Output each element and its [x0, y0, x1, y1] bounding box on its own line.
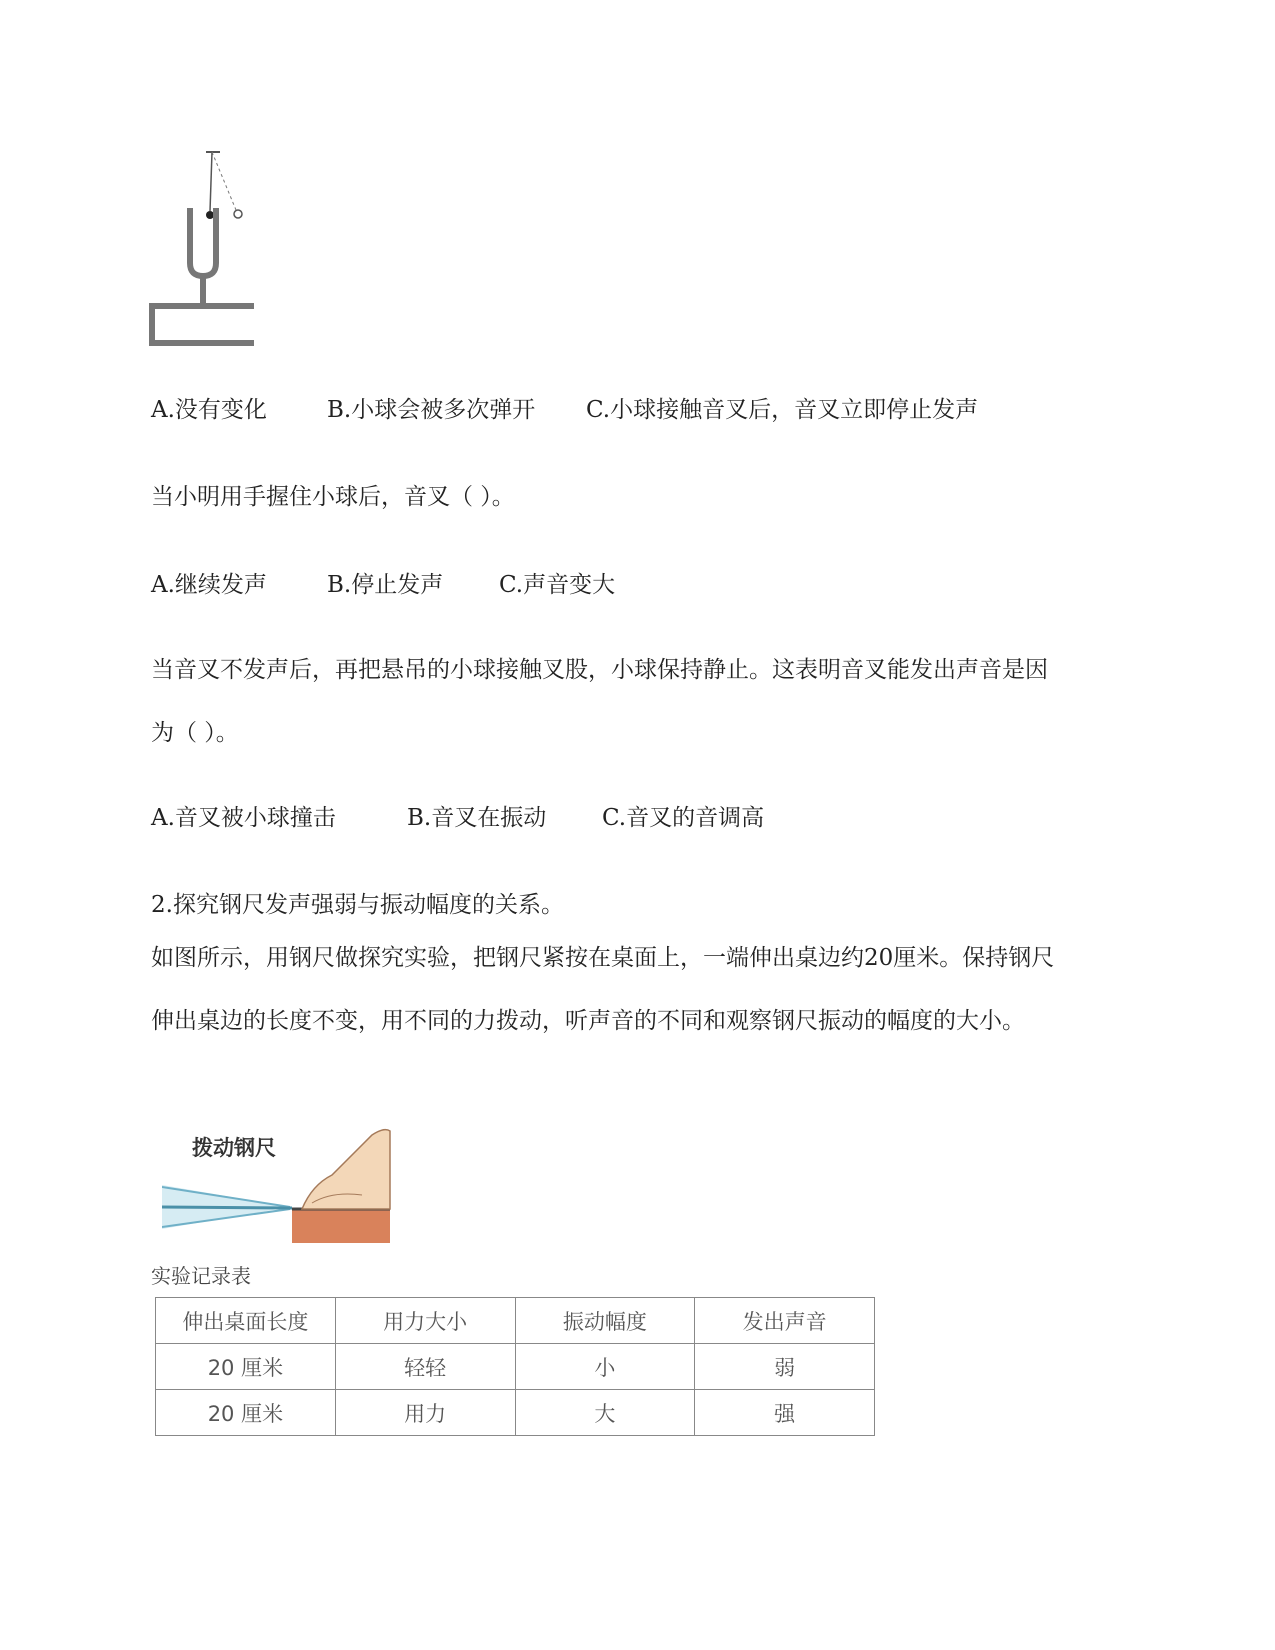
table-cell: 弱	[695, 1344, 875, 1390]
table-cell: 用力	[335, 1390, 515, 1436]
option-c[interactable]: C.音叉的音调高	[602, 805, 765, 831]
option-a[interactable]: A.继续发声	[151, 572, 267, 598]
table-cell: 20 厘米	[156, 1344, 336, 1390]
table-row	[156, 1390, 875, 1436]
q1-part3-stem-line2: 为（ ）。	[151, 720, 239, 746]
table-header-cell: 用力大小	[335, 1298, 515, 1344]
table-header-cell: 发出声音	[695, 1298, 875, 1344]
option-a[interactable]: A.音叉被小球撞击	[151, 805, 336, 831]
table-cell: 大	[515, 1390, 695, 1436]
experiment-record-table	[155, 1297, 875, 1436]
option-b[interactable]: B.停止发声	[327, 572, 444, 598]
table-cell: 轻轻	[335, 1344, 515, 1390]
option-a[interactable]: A.没有变化	[151, 397, 267, 423]
table-header-cell: 振动幅度	[515, 1298, 695, 1344]
option-c[interactable]: C.小球接触音叉后，音叉立即停止发声	[586, 397, 979, 423]
table-cell: 20 厘米	[156, 1390, 336, 1436]
q2-desc-line1: 如图所示，用钢尺做探究实验，把钢尺紧按在桌面上，一端伸出桌边约20厘米。保持钢尺	[151, 945, 1055, 971]
table-header-row	[156, 1298, 875, 1344]
q1-part3-stem-line1: 当音叉不发声后，再把悬吊的小球接触叉股，小球保持静止。这表明音叉能发出声音是因	[151, 657, 1048, 683]
q2-title: 2.探究钢尺发声强弱与振动幅度的关系。	[151, 892, 564, 918]
q1-part2-stem: 当小明用手握住小球后，音叉（ ）。	[151, 484, 515, 510]
table-title: 实验记录表	[151, 1264, 251, 1288]
q2-desc-line2: 伸出桌边的长度不变，用不同的力拨动，听声音的不同和观察钢尺振动的幅度的大小。	[151, 1008, 1025, 1034]
table-cell: 强	[695, 1390, 875, 1436]
option-c[interactable]: C.声音变大	[499, 572, 616, 598]
table-row	[156, 1344, 875, 1390]
option-b[interactable]: B.小球会被多次弹开	[327, 397, 536, 423]
figure-caption: 拨动钢尺	[192, 1136, 276, 1160]
table-cell: 小	[515, 1344, 695, 1390]
tuning-fork-figure	[148, 148, 258, 348]
option-b[interactable]: B.音叉在振动	[407, 805, 547, 831]
table-header-cell: 伸出桌面长度	[156, 1298, 336, 1344]
